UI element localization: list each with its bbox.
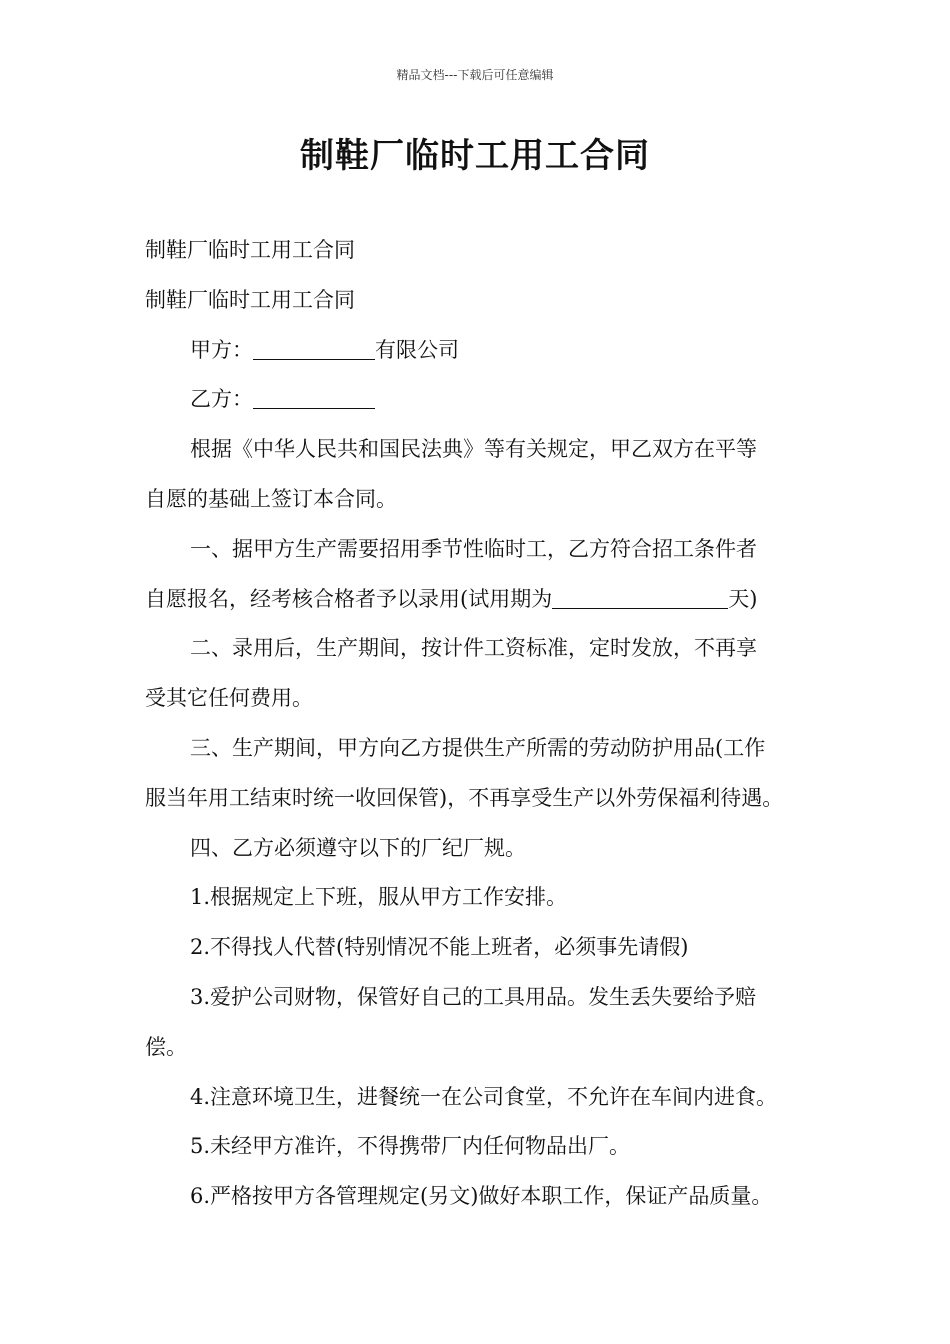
trial-period-text: 自愿报名，经考核合格者予以录用(试用期为 xyxy=(145,586,553,611)
paragraph-line: 服当年用工结束时统一收回保管)，不再享受生产以外劳保福利待遇。 xyxy=(145,785,784,810)
trial-period-line xyxy=(145,575,817,625)
party-b-line xyxy=(145,375,817,425)
paragraph-line: 根据《中华人民共和国民法典》等有关规定，甲乙双方在平等 xyxy=(190,437,757,462)
header-note: 精品文档---下载后可任意编辑 xyxy=(396,68,554,82)
party-b-label: 乙方： xyxy=(190,387,253,412)
paragraph-line: 一、据甲方生产需要招用季节性临时工，乙方符合招工条件者 xyxy=(190,536,757,561)
paragraph-line: 二、录用后，生产期间，按计件工资标准，定时发放，不再享 xyxy=(190,636,757,661)
party-a-suffix: 有限公司 xyxy=(375,337,459,362)
document-body xyxy=(145,226,817,1222)
party-a-blank xyxy=(253,339,375,360)
trial-period-blank xyxy=(552,588,728,609)
list-item: 4.注意环境卫生，进餐统一在公司食堂，不允许在车间内进食。 xyxy=(190,1084,778,1109)
list-item: 3.爱护公司财物，保管好自己的工具用品。发生丢失要给予赔 xyxy=(190,984,757,1009)
list-item: 6.严格按甲方各管理规定(另文)做好本职工作，保证产品质量。 xyxy=(190,1184,773,1209)
party-a-label: 甲方： xyxy=(190,337,253,362)
paragraph-line: 三、生产期间，甲方向乙方提供生产所需的劳动防护用品(工作 xyxy=(190,735,766,760)
trial-period-suffix: 天) xyxy=(728,586,758,611)
list-item: 5.未经甲方准许，不得携带厂内任何物品出厂。 xyxy=(190,1134,631,1159)
list-item: 1.根据规定上下班，服从甲方工作安排。 xyxy=(190,885,568,910)
list-item: 2.不得找人代替(特别情况不能上班者，必须事先请假) xyxy=(190,935,689,960)
paragraph-line: 偿。 xyxy=(145,1034,187,1059)
document-title: 制鞋厂临时工用工合同 xyxy=(300,136,650,176)
paragraph-line: 制鞋厂临时工用工合同 xyxy=(145,238,355,262)
paragraph-line: 受其它任何费用。 xyxy=(145,686,313,711)
paragraph-line: 四、乙方必须遵守以下的厂纪厂规。 xyxy=(190,835,526,860)
paragraph-line: 自愿的基础上签订本合同。 xyxy=(145,486,397,511)
party-a-line xyxy=(145,326,817,376)
paragraph-line: 制鞋厂临时工用工合同 xyxy=(145,287,355,312)
party-b-blank xyxy=(253,388,375,409)
